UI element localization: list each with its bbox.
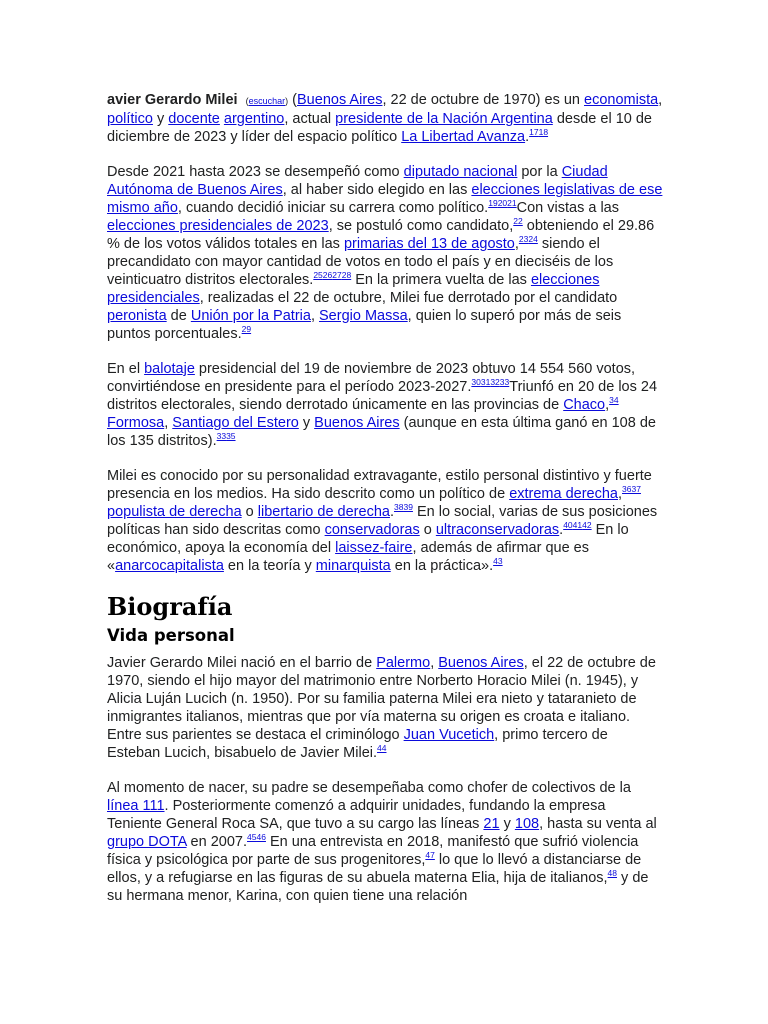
reference-group (622, 484, 641, 494)
link-chaco[interactable]: Chaco (563, 397, 606, 413)
section-heading-biografia: Biografía (107, 592, 233, 621)
text: por la (517, 164, 562, 180)
text: (aunque en esta última ganó en 108 de los 135 distritos). (107, 415, 656, 449)
ideology-paragraph (107, 467, 663, 575)
text: , (605, 397, 610, 413)
reference-group (529, 127, 548, 137)
text: , actual (284, 111, 336, 127)
link-buenos-aires[interactable]: Buenos Aires (297, 92, 383, 108)
text: , el 22 de octubre de 1970, siendo el hijo mayor del matrimonio entre Norberto Horacio Milei (n. 1945), y Alicia Luján Lucich (n. 1950). Por su familia paterna Milei era nieto y tataranieto de inmigrantes italianos, mientras que por vía materna su origen es croata e italiano. Entre sus parientes se destaca el criminólogo (107, 655, 656, 743)
text: y (298, 415, 315, 431)
link-libertario-de-derecha[interactable]: libertario de derecha (257, 504, 390, 520)
text: , 22 de octubre de 1970) es un (382, 92, 585, 108)
text: siendo el precandidato con mayor cantidad de votos en todo el país y en dieciséis de los veinticuatro distritos electorales. (107, 236, 614, 288)
link-peronista[interactable]: peronista (107, 308, 167, 324)
reference-link[interactable]: 32 (490, 377, 500, 387)
link-sergio-massa[interactable]: Sergio Massa (319, 308, 408, 324)
link-union-por-la-patria[interactable]: Unión por la Patria (190, 308, 311, 324)
text: En la primera vuelta de las (351, 272, 531, 288)
reference-group (471, 377, 509, 387)
reference-link[interactable]: 45 (247, 832, 257, 842)
reference-link[interactable]: 47 (425, 850, 435, 860)
listen-link-wrapper (246, 96, 289, 106)
reference-group (563, 520, 591, 530)
reference-link[interactable]: 43 (493, 556, 503, 566)
text: , (514, 236, 519, 252)
text: Con vistas a las (516, 200, 619, 216)
early-life-paragraph (107, 654, 663, 762)
text: . (525, 129, 530, 145)
link-populista-de-derecha[interactable]: populista de derecha (107, 504, 242, 520)
text: presidencial del 19 de noviembre de 2023 obtuvo 14 554 560 votos, convirtiéndose en presidente para el período 2023-2027. (107, 361, 636, 395)
reference-link[interactable]: 44 (377, 743, 387, 753)
reference-link[interactable]: 33 (499, 377, 510, 387)
reference-group (608, 868, 617, 878)
reference-link[interactable]: 31 (480, 377, 491, 387)
link-argentino[interactable]: argentino (223, 111, 285, 127)
text: , además de afirmar que es « (107, 540, 589, 574)
text: , hasta su venta al (539, 816, 657, 832)
link-politico[interactable]: político (107, 111, 153, 127)
link-elecciones-legislativas[interactable]: elecciones legislativas de ese mismo año (107, 182, 663, 216)
link-juan-vucetich[interactable]: Juan Vucetich (403, 727, 495, 743)
reference-link[interactable]: 28 (341, 270, 352, 280)
reference-link[interactable]: 41 (572, 520, 583, 530)
reference-group (377, 743, 386, 753)
reference-group (394, 502, 413, 512)
reference-group (488, 198, 516, 208)
link-laissez-faire[interactable]: laissez-faire (335, 540, 413, 556)
link-buenos-aires[interactable]: Buenos Aires (314, 415, 400, 431)
text: Desde 2021 hasta 2023 se desempeñó como (107, 164, 404, 180)
reference-link[interactable]: 22 (513, 216, 523, 226)
link-linea-111[interactable]: línea 111 (107, 798, 165, 814)
reference-group (242, 324, 251, 334)
link-linea-108[interactable]: 108 (514, 816, 540, 832)
reference-link[interactable]: 23 (518, 234, 529, 244)
reference-link[interactable]: 20 (497, 198, 508, 208)
text: de (166, 308, 191, 324)
reference-link[interactable]: 30 (471, 377, 481, 387)
reference-link[interactable]: 29 (241, 324, 252, 334)
reference-group (425, 850, 434, 860)
career-paragraph (107, 163, 663, 343)
reference-group (217, 431, 236, 441)
paren: ) (285, 96, 289, 106)
text: en la práctica». (390, 558, 494, 574)
text: , (310, 308, 319, 324)
text: , quien lo superó por más de seis puntos porcentuales. (107, 308, 622, 342)
reference-link[interactable]: 39 (403, 502, 413, 512)
link-diputado-nacional[interactable]: diputado nacional (403, 164, 518, 180)
text: Javier Gerardo Milei nació en el barrio de (107, 655, 377, 671)
text: en 2007. (186, 834, 248, 850)
text: , realizadas el 22 de octubre, Milei fue derrotado por el candidato (199, 290, 618, 306)
text: en la teoría y (223, 558, 316, 574)
link-ultraconservadoras[interactable]: ultraconservadoras (435, 522, 560, 538)
link-grupo-dota[interactable]: grupo DOTA (107, 834, 187, 850)
text: , (164, 415, 173, 431)
reference-link[interactable]: 25 (313, 270, 323, 280)
reference-link[interactable]: 38 (394, 502, 404, 512)
reference-link[interactable]: 37 (631, 484, 641, 494)
text: obteniendo el 29.86 % de los votos válidos totales en las (107, 218, 655, 252)
link-minarquista[interactable]: minarquista (315, 558, 391, 574)
reference-link[interactable]: 40 (563, 520, 573, 530)
reference-group (313, 270, 351, 280)
text: En lo económico, apoya la economía del (107, 522, 629, 556)
reference-group (609, 395, 618, 405)
text: lo que lo llevó a distanciarse de ellos, y a refugiarse en las figuras de su abuela materna Elia, hija de italianos, (107, 852, 642, 886)
text: desde el 10 de diciembre de 2023 y líder del espacio político (107, 111, 652, 145)
text: y (152, 111, 169, 127)
text: ( (288, 92, 298, 108)
text: , se postuló como candidato, (328, 218, 514, 234)
text: Milei es conocido por su personalidad extravagante, estilo personal distintivo y fuerte presencia en los medios. Ha sido descrito como un político de (107, 468, 652, 502)
family-paragraph (107, 779, 663, 905)
text: , (658, 92, 663, 108)
text: , (618, 486, 623, 502)
reference-link[interactable]: 42 (582, 520, 592, 530)
reference-link[interactable]: 27 (332, 270, 342, 280)
reference-link[interactable]: 17 (529, 127, 539, 137)
reference-link[interactable]: 18 (538, 127, 549, 137)
link-caba[interactable]: Ciudad Autónoma de Buenos Aires (107, 164, 608, 198)
reference-link[interactable]: 21 (507, 198, 517, 208)
link-extrema-derecha[interactable]: extrema derecha (509, 486, 618, 502)
reference-group (493, 556, 502, 566)
subsection-heading-vida-personal: Vida personal (107, 626, 235, 645)
text: . (559, 522, 564, 538)
text: , al haber sido elegido en las (282, 182, 472, 198)
text: o (241, 504, 258, 520)
link-santiago-del-estero[interactable]: Santiago del Estero (172, 415, 299, 431)
reference-link[interactable]: 36 (622, 484, 632, 494)
text: . (389, 504, 394, 520)
reference-link[interactable]: 48 (607, 868, 618, 878)
reference-link[interactable]: 24 (528, 234, 538, 244)
reference-link[interactable]: 33 (216, 431, 227, 441)
link-formosa[interactable]: Formosa (107, 415, 165, 431)
link-anarcocapitalista[interactable]: anarcocapitalista (115, 558, 224, 574)
reference-link[interactable]: 46 (256, 832, 266, 842)
reference-group (247, 832, 266, 842)
text: Al momento de nacer, su padre se desempeñaba como chofer de colectivos de la (107, 780, 631, 796)
article-content (107, 91, 663, 922)
link-la-libertad-avanza[interactable]: La Libertad Avanza (401, 129, 526, 145)
article-subject-name: avier Gerardo Milei (107, 92, 238, 108)
link-economista[interactable]: economista (584, 92, 659, 108)
text: , (430, 655, 439, 671)
text: y de su hermana menor, Karina, con quien tiene una relación (107, 870, 649, 904)
text: y (499, 816, 515, 832)
text: Triunfó en 20 de los 24 distritos electorales, siendo derrotado únicamente en las provincias de (107, 379, 658, 413)
text: En lo social, varias de sus posiciones políticas han sido descritas como (107, 504, 658, 538)
reference-link[interactable]: 19 (488, 198, 498, 208)
ballotage-paragraph (107, 360, 663, 450)
reference-group (513, 216, 522, 226)
link-linea-21[interactable]: 21 (483, 816, 500, 832)
listen-link[interactable]: escuchar (248, 96, 286, 106)
link-elecciones-2023[interactable]: elecciones presidenciales de 2023 (107, 218, 329, 234)
reference-group (519, 234, 538, 244)
link-presidente-nacion[interactable]: presidente de la Nación Argentina (335, 111, 553, 127)
link-balotaje[interactable]: balotaje (144, 361, 195, 377)
text: . Posteriormente comenzó a adquirir unidades, fundando la empresa Teniente General Roca SA, que tuvo a su cargo las líneas (107, 798, 606, 832)
text: En una entrevista en 2018, manifestó que sufrió violencia física y psicológica por parte de sus progenitores, (107, 834, 639, 868)
paren: ( (245, 96, 249, 106)
link-elecciones-presidenciales[interactable]: elecciones presidenciales (107, 272, 600, 306)
link-buenos-aires[interactable]: Buenos Aires (438, 655, 524, 671)
reference-link[interactable]: 34 (609, 395, 619, 405)
link-docente[interactable]: docente (168, 111, 220, 127)
link-conservadoras[interactable]: conservadoras (324, 522, 420, 538)
reference-link[interactable]: 35 (226, 431, 236, 441)
link-primarias[interactable]: primarias del 13 de agosto (343, 236, 515, 252)
link-palermo[interactable]: Palermo (376, 655, 431, 671)
reference-link[interactable]: 26 (322, 270, 333, 280)
text: , primo tercero de Esteban Lucich, bisabuelo de Javier Milei. (107, 727, 608, 761)
intro-paragraph (107, 91, 663, 146)
text: o (419, 522, 436, 538)
text: , cuando decidió iniciar su carrera como político. (177, 200, 489, 216)
text: En el (107, 361, 145, 377)
